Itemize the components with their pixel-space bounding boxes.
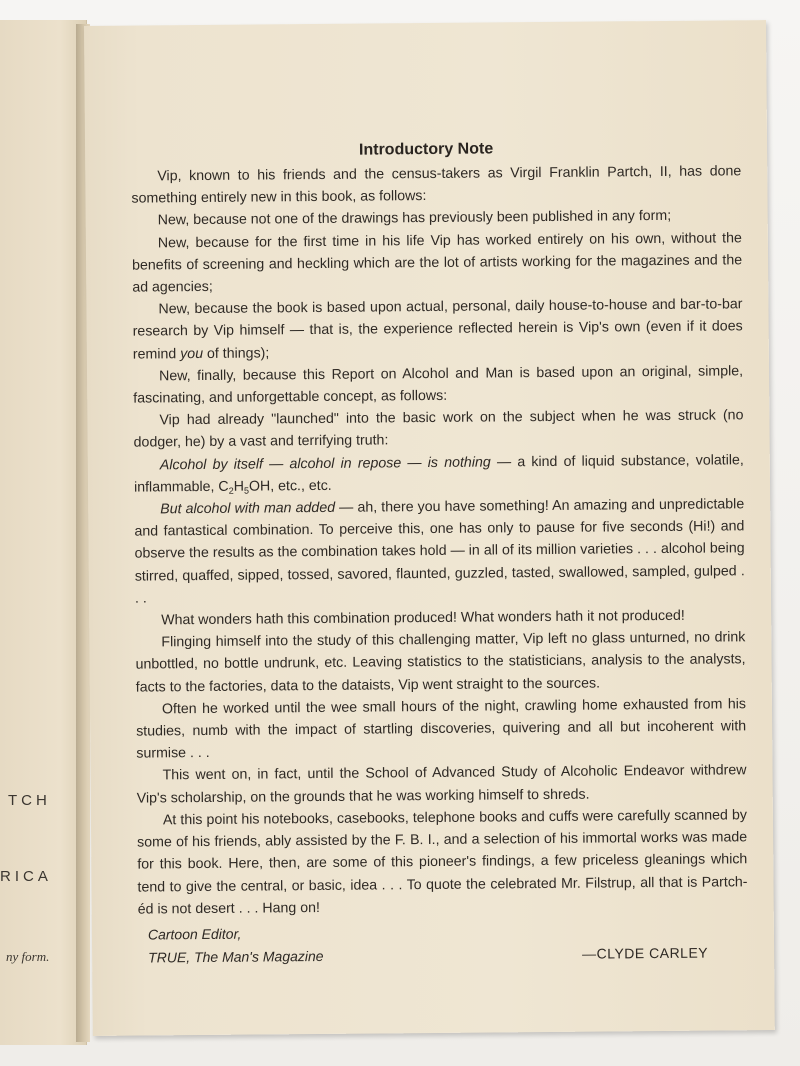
author-signature: —CLYDE CARLEY bbox=[581, 944, 709, 962]
paragraph: New, because not one of the drawings has previously been published in any form; bbox=[157, 208, 672, 229]
paragraph: Vip had already "launched" into the basic work on the subject when he was struck (no dodger, he) by a vast and terrifying truth: bbox=[133, 407, 744, 452]
left-page-fragment: ny form. bbox=[6, 949, 50, 964]
body-text bbox=[131, 160, 748, 920]
page-title: Introductory Note bbox=[358, 140, 494, 159]
emphasis-text: Alcohol by itself — alcohol in repose — is nothing bbox=[159, 454, 491, 473]
formula-subscript: 2 bbox=[228, 485, 234, 496]
editor-role: Cartoon Editor, bbox=[147, 925, 242, 943]
main-page bbox=[84, 20, 775, 1036]
paragraph: Flinging himself into the study of this challenging matter, Vip left no glass unturned, no drink unbottled, no bottle undrunk, etc. Leaving statistics to the statisticians, analysis to the analysts, facts to the factories, data to the dataists, Vip went straight to the sources. bbox=[135, 629, 746, 696]
formula-subscript: 5 bbox=[243, 485, 250, 496]
text-span: H bbox=[233, 478, 244, 495]
paragraph bbox=[132, 293, 743, 365]
emphasis-text: But alcohol with man added bbox=[160, 499, 336, 518]
emphasis-text: you bbox=[180, 345, 204, 362]
paragraph: New, because for the first time in his life Vip has worked entirely on his own, without the benefits of screening and heckling which are the lot of artists working for the magazines and the ad agencies; bbox=[132, 229, 743, 296]
text-span: OH, etc., etc. bbox=[248, 477, 332, 495]
paragraph: At this point his notebooks, casebooks, telephone books and cuffs were carefully scanned by some of his friends, ably assisted by the F. B. I., and a selection of his immortal works was made for this book. Here, then, are some of this pioneer's findings, a few priceless gleanings which tend to give the central, or basic, idea . . . To quote the celebrated Mr. Filstrup, all that is Partch-éd is not desert . . . Hang on! bbox=[137, 807, 748, 918]
paragraph: What wonders hath this combination produced! What wonders hath it not produced! bbox=[161, 607, 685, 629]
paragraph: Vip, known to his friends and the census-takers as Virgil Franklin Partch, II, has done something entirely new in this book, as follows: bbox=[131, 163, 742, 207]
text-span: — ah, there you have something! An amazing and unpredictable and fantastical combination. To perceive this, one has only to pause for five seconds (Hi!) and observe the results as the combination takes hold — in all of its million varieties . . . alcohol being stirred, quaffed, sipped, tossed, savored, flaunted, guzzled, tasted, swallowed, sampled, gulped . . . bbox=[134, 496, 745, 607]
text-span: — a kind of liquid substance, volatile, inflammable, C bbox=[133, 451, 744, 496]
left-page-fragment: TCH bbox=[8, 792, 51, 809]
paragraph: New, finally, because this Report on Alcohol and Man is based upon an original, simple, fascinating, and unforgettable concept, as follows: bbox=[133, 363, 744, 407]
text-span: New, because the book is based upon actual, personal, daily house-to-house and bar-to-bar research by Vip himself — that is, the experience reflected herein is Vip's own (even if it does remind bbox=[132, 296, 743, 363]
paragraph bbox=[134, 449, 744, 499]
credit-block bbox=[148, 919, 708, 970]
left-page bbox=[0, 20, 87, 1045]
left-page-fragment: RICA bbox=[0, 868, 52, 885]
paragraph bbox=[134, 493, 745, 609]
magazine-title: TRUE, The Man's Magazine bbox=[148, 947, 324, 966]
paragraph: This went on, in fact, until the School of Advanced Study of Alcoholic Endeavor withdrew Vip's scholarship, on the grounds that he was working himself to shreds. bbox=[136, 762, 747, 807]
paragraph: Often he worked until the wee small hours of the night, crawling home exhausted from his studies, numb with the impact of startling discoveries, quivering and all but incoherent with surmise . . . bbox=[136, 696, 747, 762]
text-span: of things); bbox=[202, 345, 270, 362]
